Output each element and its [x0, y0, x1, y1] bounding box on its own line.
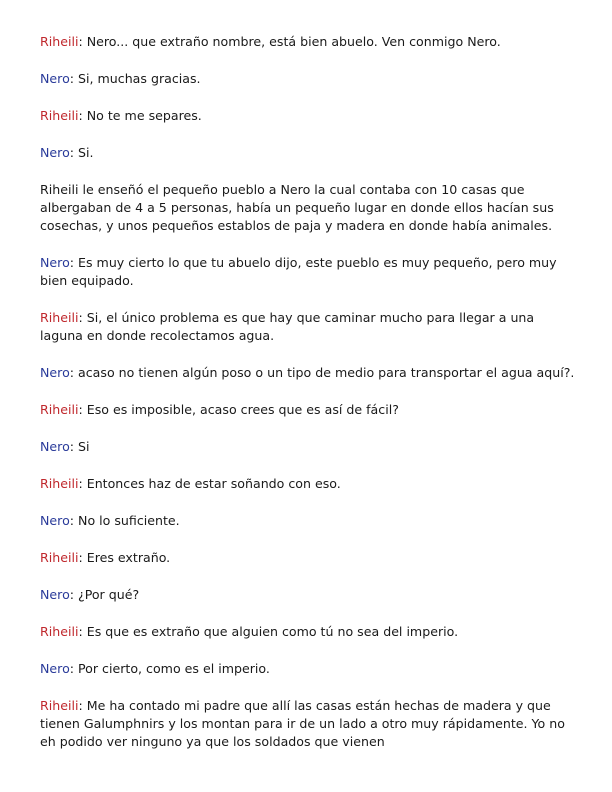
speaker-name: Riheili: [40, 34, 79, 49]
line-text: : Me ha contado mi padre que allí las casas están hechas de madera y que tienen Galumphnirs y los montan para ir de un lado a otro muy rápidamente. Yo no eh podido ver ninguno ya que los soldados que vienen: [40, 698, 565, 749]
line-text: : Entonces haz de estar soñando con eso.: [78, 476, 341, 491]
dialogue-line: [40, 107, 575, 125]
dialogue-line: [40, 309, 575, 345]
speaker-name: Nero: [40, 587, 70, 602]
speaker-name: Nero: [40, 145, 70, 160]
speaker-name: Riheili: [40, 108, 79, 123]
dialogue-line: [40, 512, 575, 530]
dialogue-line: [40, 660, 575, 678]
line-text: : Si, el único problema es que hay que caminar mucho para llegar a una laguna en donde recolectamos agua.: [40, 310, 535, 343]
dialogue-line: [40, 623, 575, 641]
dialogue-line: [40, 438, 575, 456]
line-text: : Si.: [69, 145, 94, 160]
speaker-name: Nero: [40, 71, 70, 86]
speaker-name: Riheili: [40, 550, 79, 565]
dialogue-line: [40, 549, 575, 567]
speaker-name: Riheili: [40, 310, 79, 325]
dialogue-line: [40, 475, 575, 493]
line-text: : No lo suficiente.: [69, 513, 180, 528]
speaker-name: Riheili: [40, 624, 79, 639]
line-text: : Nero... que extraño nombre, está bien abuelo. Ven conmigo Nero.: [78, 34, 501, 49]
dialogue-line: [40, 70, 575, 88]
speaker-name: Nero: [40, 255, 70, 270]
speaker-name: Riheili: [40, 476, 79, 491]
line-text: : Eres extraño.: [78, 550, 171, 565]
line-text: : Eso es imposible, acaso crees que es así de fácil?: [78, 402, 399, 417]
dialogue-text: [40, 33, 575, 770]
dialogue-line: [40, 586, 575, 604]
dialogue-line: [40, 33, 575, 51]
speaker-name: Riheili: [40, 698, 79, 713]
line-text: : acaso no tienen algún poso o un tipo de medio para transportar el agua aquí?.: [69, 365, 575, 380]
line-text: : Por cierto, como es el imperio.: [69, 661, 270, 676]
speaker-name: Nero: [40, 513, 70, 528]
line-text: : Es muy cierto lo que tu abuelo dijo, este pueblo es muy pequeño, pero muy bien equipado.: [40, 255, 557, 288]
line-text: : Es que es extraño que alguien como tú no sea del imperio.: [78, 624, 459, 639]
dialogue-line: [40, 254, 575, 290]
speaker-name: Nero: [40, 661, 70, 676]
dialogue-line: [40, 697, 575, 751]
line-text: : Si: [69, 439, 90, 454]
dialogue-line: [40, 364, 575, 382]
speaker-name: Riheili: [40, 402, 79, 417]
line-text: : ¿Por qué?: [69, 587, 140, 602]
line-text: Riheili le enseñó el pequeño pueblo a Nero la cual contaba con 10 casas que albergaban de 4 a 5 personas, había un pequeño lugar en donde ellos hacían sus cosechas, y unos pequeños establos de paja y madera en donde había animales.: [40, 182, 554, 233]
dialogue-line: [40, 144, 575, 162]
narration-paragraph: [40, 181, 575, 235]
dialogue-line: [40, 401, 575, 419]
line-text: : No te me separes.: [78, 108, 202, 123]
speaker-name: Nero: [40, 365, 70, 380]
line-text: : Si, muchas gracias.: [69, 71, 201, 86]
speaker-name: Nero: [40, 439, 70, 454]
